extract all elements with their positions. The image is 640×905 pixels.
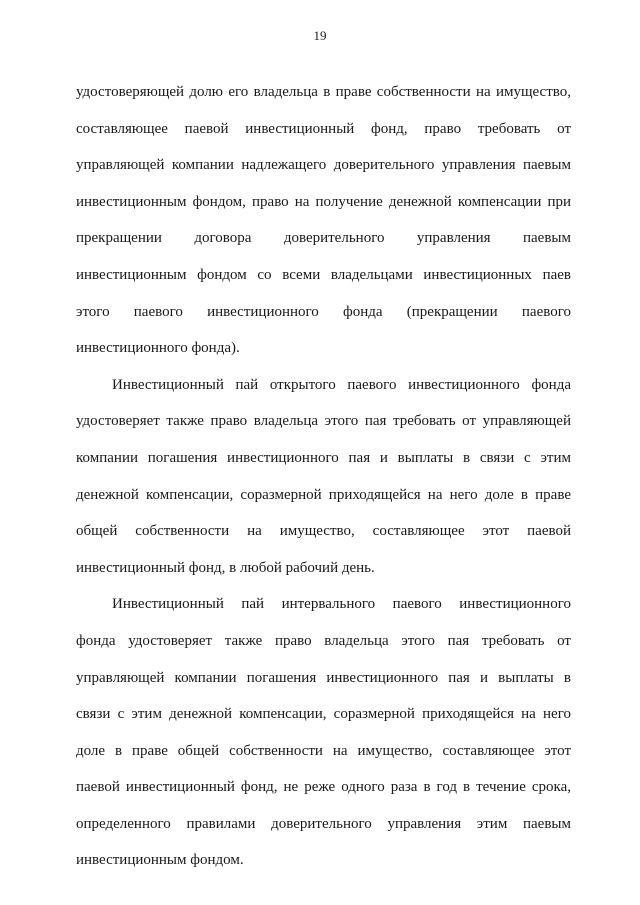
text-line: Инвестиционный пай открытого паевого инвестиционного фонда bbox=[112, 376, 571, 393]
paragraph-3 bbox=[76, 586, 571, 879]
paragraph-1 bbox=[76, 74, 571, 367]
text-line: определенного правилами доверительного управления этим паевым bbox=[76, 815, 571, 832]
text-line: паевой инвестиционный фонд, не реже одного раза в год в течение срока, bbox=[76, 779, 571, 796]
text-line: связи с этим денежной компенсации, соразмерной приходящейся на него bbox=[76, 706, 571, 723]
text-line: составляющее паевой инвестиционный фонд, право требовать от bbox=[76, 120, 571, 137]
text-line: этого паевого инвестиционного фонда (прекращении паевого bbox=[76, 303, 571, 320]
text-line: компании погашения инвестиционного пая и выплаты в связи с этим bbox=[76, 449, 571, 466]
text-line: общей собственности на имущество, составляющее этот паевой bbox=[76, 523, 571, 540]
text-line: инвестиционным фондом. bbox=[76, 852, 244, 869]
text-line: инвестиционным фондом со всеми владельцами инвестиционных паев bbox=[76, 266, 571, 283]
text-line: управляющей компании надлежащего доверительного управления паевым bbox=[76, 157, 571, 174]
text-line: Инвестиционный пай интервального паевого инвестиционного bbox=[112, 596, 571, 613]
text-line: прекращении договора доверительного управления паевым bbox=[76, 230, 571, 247]
text-line: управляющей компании погашения инвестиционного пая и выплаты в bbox=[76, 669, 571, 686]
paragraph-2 bbox=[76, 367, 571, 587]
page-number: 19 bbox=[313, 28, 327, 43]
text-line: удостоверяющей долю его владельца в праве собственности на имущество, bbox=[76, 84, 571, 100]
text-line: инвестиционный фонд, в любой рабочий день. bbox=[76, 559, 375, 576]
text-line: инвестиционным фондом, право на получение денежной компенсации при bbox=[76, 193, 571, 210]
document-body bbox=[76, 74, 571, 879]
text-line: инвестиционного фонда). bbox=[76, 340, 240, 357]
text-line: доле в праве общей собственности на имущество, составляющее этот bbox=[76, 742, 571, 759]
text-line: денежной компенсации, соразмерной приходящейся на него доле в праве bbox=[76, 486, 571, 503]
text-line: удостоверяет также право владельца этого пая требовать от управляющей bbox=[76, 413, 571, 430]
text-line: фонда удостоверяет также право владельца этого пая требовать от bbox=[76, 632, 571, 649]
